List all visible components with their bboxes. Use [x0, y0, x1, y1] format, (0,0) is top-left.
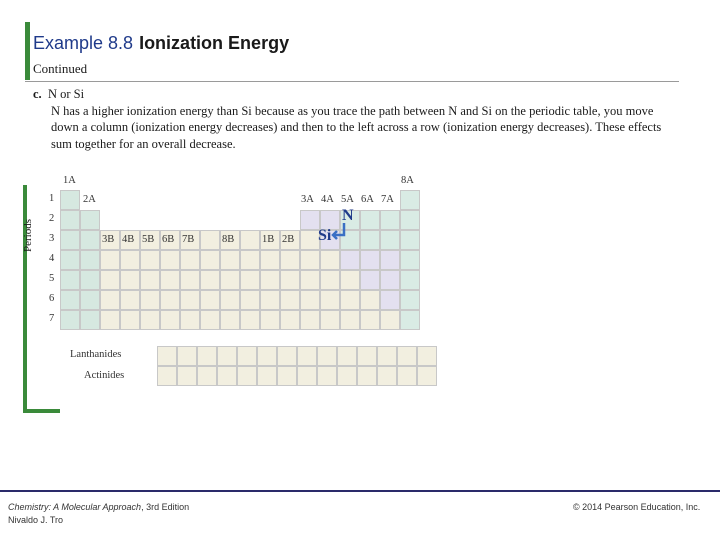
- element-n: N: [342, 207, 354, 224]
- actinide-cell: [317, 366, 337, 386]
- element-cell: [260, 290, 280, 310]
- group-label: 8A: [401, 175, 414, 186]
- element-cell: [80, 270, 100, 290]
- subtitle: Continued: [33, 61, 88, 76]
- actinide-cell: [237, 366, 257, 386]
- element-cell: [200, 230, 220, 250]
- period-label: 6: [49, 293, 55, 304]
- element-cell: [200, 310, 220, 330]
- element-cell: [300, 230, 320, 250]
- element-cell: [200, 250, 220, 270]
- element-cell: [400, 310, 420, 330]
- actinide-cell: [417, 366, 437, 386]
- group-label: 3A: [301, 194, 314, 205]
- element-cell: [100, 270, 120, 290]
- element-cell: [120, 290, 140, 310]
- element-cell: [160, 250, 180, 270]
- element-si: Si: [318, 227, 332, 244]
- element-cell: [340, 270, 360, 290]
- element-cell: [160, 290, 180, 310]
- body-text: [33, 86, 683, 152]
- book-edition: , 3rd Edition: [141, 502, 190, 512]
- periods-axis-label: Periods: [22, 219, 34, 252]
- element-cell: [60, 190, 80, 210]
- period-label: 1: [49, 193, 55, 204]
- header-accent-bar: [25, 22, 30, 80]
- element-cell: [320, 290, 340, 310]
- element-cell: [360, 310, 380, 330]
- element-cell: [100, 290, 120, 310]
- period-label: 2: [49, 213, 55, 224]
- actinide-cell: [357, 366, 377, 386]
- group-label: 6B: [162, 234, 175, 245]
- element-cell: [200, 270, 220, 290]
- lanthanide-cell: [277, 346, 297, 366]
- element-cell: [300, 270, 320, 290]
- element-cell: [400, 250, 420, 270]
- element-cell: [80, 250, 100, 270]
- group-label: 2B: [282, 234, 295, 245]
- element-cell: [380, 250, 400, 270]
- element-cell: [60, 270, 80, 290]
- actinide-cell: [157, 366, 177, 386]
- element-cell: [300, 250, 320, 270]
- actinide-cell: [277, 366, 297, 386]
- lanthanide-cell: [197, 346, 217, 366]
- element-cell: [300, 310, 320, 330]
- actinide-cell: [297, 366, 317, 386]
- element-cell: [120, 310, 140, 330]
- lanthanide-cell: [177, 346, 197, 366]
- element-cell: [240, 310, 260, 330]
- element-cell: [100, 310, 120, 330]
- element-cell: [180, 310, 200, 330]
- element-cell: [240, 270, 260, 290]
- lanthanide-cell: [397, 346, 417, 366]
- group-label: 7A: [381, 194, 394, 205]
- element-cell: [60, 290, 80, 310]
- group-label: 5A: [341, 194, 354, 205]
- element-cell: [400, 210, 420, 230]
- element-cell: [80, 230, 100, 250]
- example-number: Example 8.8: [33, 33, 134, 53]
- actinide-cell: [257, 366, 277, 386]
- trend-arrow-icon: [330, 220, 360, 250]
- element-cell: [280, 290, 300, 310]
- element-cell: [280, 270, 300, 290]
- element-cell: [160, 310, 180, 330]
- element-cell: [380, 270, 400, 290]
- element-cell: [140, 290, 160, 310]
- element-cell: [220, 310, 240, 330]
- element-cell: [400, 290, 420, 310]
- element-cell: [60, 230, 80, 250]
- element-cell: [260, 310, 280, 330]
- page-title: [33, 33, 289, 54]
- element-cell: [180, 250, 200, 270]
- element-cell: [300, 290, 320, 310]
- group-label: 6A: [361, 194, 374, 205]
- element-cell: [120, 250, 140, 270]
- element-cell: [160, 270, 180, 290]
- element-cell: [260, 270, 280, 290]
- group-label: 5B: [142, 234, 155, 245]
- period-label: 7: [49, 313, 55, 324]
- element-cell: [260, 250, 280, 270]
- book-title: Chemistry: A Molecular Approach: [8, 502, 142, 512]
- element-cell: [120, 270, 140, 290]
- actinide-cell: [337, 366, 357, 386]
- element-cell: [360, 230, 380, 250]
- element-cell: [380, 310, 400, 330]
- lanthanides-label: Lanthanides: [70, 349, 122, 360]
- element-cell: [340, 310, 360, 330]
- element-cell: [200, 290, 220, 310]
- lanthanide-cell: [217, 346, 237, 366]
- element-cell: [340, 250, 360, 270]
- element-cell: [360, 270, 380, 290]
- question-text: N or Si: [47, 87, 85, 101]
- element-cell: [220, 270, 240, 290]
- element-cell: [220, 250, 240, 270]
- lanthanide-cell: [297, 346, 317, 366]
- lanthanide-cell: [257, 346, 277, 366]
- group-label: 4A: [321, 194, 334, 205]
- element-cell: [60, 310, 80, 330]
- element-cell: [380, 290, 400, 310]
- element-cell: [360, 210, 380, 230]
- group-label: 3B: [102, 234, 115, 245]
- element-cell: [280, 310, 300, 330]
- element-cell: [60, 210, 80, 230]
- period-label: 3: [49, 233, 55, 244]
- element-cell: [140, 250, 160, 270]
- lanthanide-cell: [317, 346, 337, 366]
- actinide-cell: [177, 366, 197, 386]
- element-cell: [400, 230, 420, 250]
- lanthanide-cell: [337, 346, 357, 366]
- element-cell: [320, 310, 340, 330]
- element-cell: [80, 210, 100, 230]
- element-cell: [100, 250, 120, 270]
- element-cell: [140, 270, 160, 290]
- lanthanide-cell: [357, 346, 377, 366]
- element-cell: [320, 250, 340, 270]
- lanthanide-cell: [377, 346, 397, 366]
- element-cell: [180, 290, 200, 310]
- group-label: 7B: [182, 234, 195, 245]
- group-label: 1B: [262, 234, 275, 245]
- actinide-cell: [397, 366, 417, 386]
- footer-book: [8, 502, 189, 512]
- group-label: 8B: [222, 234, 235, 245]
- group-label: 1A: [63, 175, 76, 186]
- footer-rule: [0, 490, 720, 492]
- actinide-cell: [197, 366, 217, 386]
- actinide-cell: [377, 366, 397, 386]
- element-cell: [240, 250, 260, 270]
- element-cell: [340, 290, 360, 310]
- element-cell: [400, 190, 420, 210]
- explanation-text: N has a higher ionization energy than Si because as you trace the path between N and Si on the periodic table, you move down a column (ionization energy decreases) and then to the left across a row (ionization energy decreases). These effects sum together for an overall decrease.: [51, 103, 662, 151]
- part-label: c.: [33, 87, 42, 101]
- element-cell: [380, 230, 400, 250]
- element-cell: [280, 250, 300, 270]
- element-cell: [240, 290, 260, 310]
- element-cell: [400, 270, 420, 290]
- element-cell: [320, 270, 340, 290]
- actinide-cell: [217, 366, 237, 386]
- element-cell: [300, 210, 320, 230]
- element-cell: [80, 310, 100, 330]
- lanthanide-cell: [237, 346, 257, 366]
- element-cell: [380, 210, 400, 230]
- element-cell: [140, 310, 160, 330]
- period-label: 5: [49, 273, 55, 284]
- element-cell: [60, 250, 80, 270]
- example-title: Ionization Energy: [139, 33, 290, 53]
- side-accent-foot: [23, 409, 60, 413]
- header-divider: [25, 81, 679, 82]
- footer-copyright: © 2014 Pearson Education, Inc.: [573, 502, 701, 512]
- group-label: 4B: [122, 234, 135, 245]
- footer-author: Nivaldo J. Tro: [8, 515, 64, 525]
- element-cell: [360, 250, 380, 270]
- lanthanide-cell: [157, 346, 177, 366]
- element-cell: [240, 230, 260, 250]
- element-cell: [80, 290, 100, 310]
- element-cell: [180, 270, 200, 290]
- group-label: 2A: [83, 194, 96, 205]
- element-cell: [220, 290, 240, 310]
- period-label: 4: [49, 253, 55, 264]
- element-cell: [360, 290, 380, 310]
- lanthanide-cell: [417, 346, 437, 366]
- actinides-label: Actinides: [84, 370, 125, 381]
